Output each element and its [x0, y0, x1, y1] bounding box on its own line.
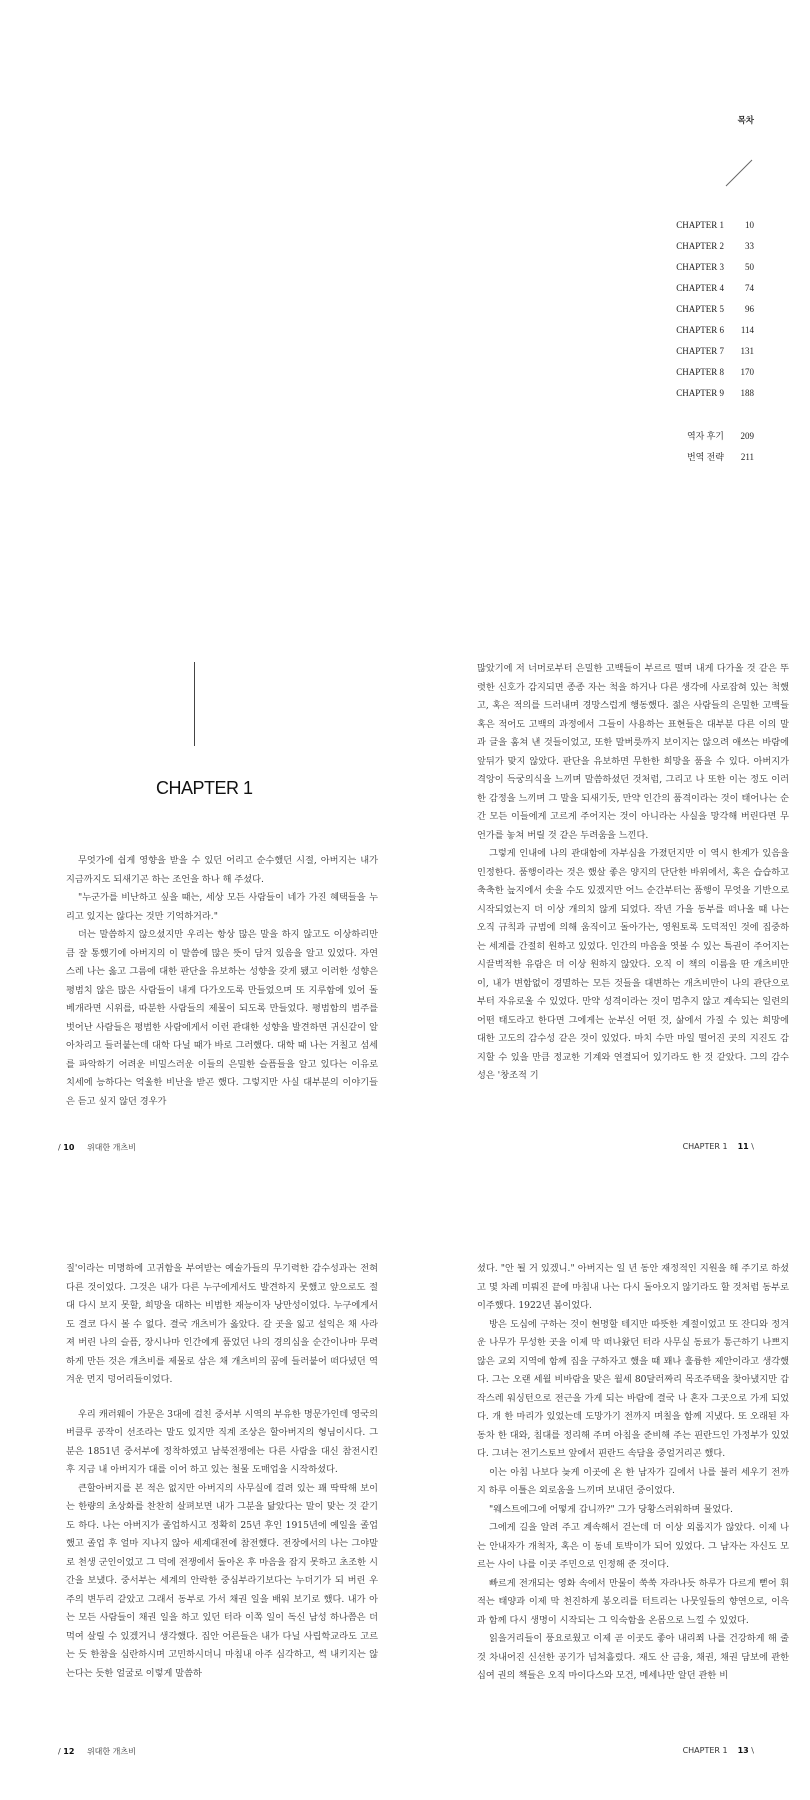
toc-entry-page: 114: [740, 325, 754, 335]
running-head: CHAPTER 1: [682, 1142, 728, 1151]
page-13-body: [477, 1260, 789, 1686]
toc-entry-page: 188: [740, 388, 754, 398]
toc-entry-title: CHAPTER 6: [676, 325, 724, 335]
toc-entry-page: 10: [745, 220, 754, 230]
paragraph: "웨스트에그에 어떻게 갑니까?" 그가 당황스러워하며 물었다.: [489, 1503, 733, 1515]
page-12-body: [66, 1260, 378, 1683]
toc-entry[interactable]: [594, 241, 754, 262]
paragraph: 방은 도심에 구하는 것이 현명할 테지만 따뜻한 계절이었고 또 잔디와 정겨운 나무가 무성한 곳을 이제 막 떠나왔던 터라 사무실 동료가 통근하기 나쁘지 않은 교외 지역에 함께 집을 구하자고 했을 때 꽤나 훌륭한 제안이라고 생각했다. 그는 오랜 세월 비바람을 맞은 월세 80달러짜리 목조주택을 찾아냈지만 갑작스레 워싱턴으로 전근을 가게 되는 바람에 결국 나 혼자 그곳으로 가게 되었다. 개 한 마리가 있었는데 도망가기 전까지 며칠을 함께 지냈다. 또 오래된 자동차 한 대와, 침대를 정리해 주며 아침을 준비해 주는 핀란드인 가정부가 있었다. 그녀는 전기스토브 앞에서 핀란드 속담을 중얼거리곤 했다.: [477, 1318, 789, 1459]
toc-entry-title: CHAPTER 7: [676, 346, 724, 356]
page-11-body: [477, 660, 789, 1086]
page-10-body: [66, 852, 378, 1111]
folio-slash: /: [58, 1143, 64, 1152]
paragraph: 그렇게 인내에 나의 관대함에 자부심을 가졌던지만 이 역시 한계가 있음을 인정한다. 품행이라는 것은 했살 좋은 양지의 단단한 바위에서, 혹은 습습하고 축축한 늪지에서 솟을 수도 있겠지만 어느 순간부터는 품행이 무엇을 기반으로 시작되었는지 더 이상 개의치 않게 되었다. 작년 가을 동부를 떠나올 때 나는 오직 규칙과 규범에 의해 움직이고 돌아가는, 영원토록 도덕적인 것에 집중하는 세계를 간절히 원하고 있었다. 인간의 마음을 엿볼 수 있는 특권이 주어지는 시끌벅적한 유람은 더 이상 원하지 않았다. 오직 이 책의 이름을 딴 개츠비만이, 내가 변함없이 경멸하는 모든 것들을 대변하는 개츠비만이 나의 관단으로부터 자유로울 수 있었다. 만약 성격이라는 것이 멈추지 않고 계속되는 일련의 어떤 태도라고 한다면 그에게는 눈부신 어떤 것, 삶에서 가질 수 있는 희망에 대한 고도의 감수성 같은 것이 있었다. 마치 수만 마일 떨어진 곳의 지진도 감지할 수 있을 만큼 정교한 기계와 연결되어 있기라도 한 것 같았다. 그의 감수성은 '창조적 기: [477, 848, 789, 1081]
toc-entry-title: CHAPTER 3: [676, 262, 724, 272]
chapter-vertical-rule: [194, 662, 195, 746]
toc-entry[interactable]: [594, 325, 754, 346]
folio-slash: \: [748, 1746, 754, 1755]
paragraph: 그에게 길을 알려 주고 계속해서 걷는데 더 이상 외롭지가 않았다. 이제 나는 안내자가 개척자, 혹은 이 동네 토박이가 되어 있었다. 그 남자는 자신도 모르는 사이 나를 이곳 주민으로 인정해 준 것이다.: [477, 1522, 789, 1570]
toc-entry-title: 번역 전략: [686, 452, 724, 462]
paragraph: 빠르게 전개되는 영화 속에서 만물이 쑥쑥 자라나듯 하루가 다르게 뻗어 휘적는 태양과 이제 막 천진하게 봉오리를 터트리는 나뭇잎들의 향연으로, 이윽과 함께 다시 생명이 시작되는 그 익숙함을 온몸으로 느낄 수 있었다.: [477, 1577, 789, 1626]
toc-entry-title: CHAPTER 8: [676, 367, 724, 377]
spread-pages-12-13: [0, 1240, 810, 1800]
paragraph: 무엇가에 쉽게 영향을 받을 수 있던 어리고 순수했던 시절, 아버지는 내가 지금까지도 되새기곤 하는 조언을 하나 해 주셨다.: [66, 855, 378, 885]
toc-entry-title: CHAPTER 5: [676, 304, 724, 314]
page-12-folio: [58, 1746, 136, 1757]
spread-pages-10-11: [0, 640, 810, 1240]
toc-entry-page: 211: [740, 452, 754, 462]
folio-slash: \: [748, 1142, 754, 1151]
toc-entry-title: CHAPTER 9: [676, 388, 724, 398]
running-head: 위대한 개츠비: [86, 1747, 136, 1756]
toc-list: [594, 220, 754, 471]
toc-entry-title: CHAPTER 1: [676, 220, 724, 230]
paragraph: 큰할아버지를 본 적은 없지만 아버지의 사무실에 걸려 있는 꽤 딱딱해 보이는 한량의 초상화를 찬찬히 살펴보면 내가 그분을 닮았다는 말이 맞는 것 같기도 하다. 나는 아버지가 졸업하시고 정확히 25년 후인 1915년에 예일을 졸업했고 졸업 후 얼마 지나지 않아 세계대전에 참전했다. 전장에서의 나는 그야말로 천생 군인이었고 그 덕에 전쟁에서 돌아온 후 마음을 잡지 못하고 초조한 시간을 보냈다. 중서부는 세계의 안락한 중심부라기보다는 누더기가 되 버린 우주의 변두리 같았고 그래서 동부로 가서 채권 일을 배워 보기로 했다. 내가 아는 모든 사람들이 채권 일을 하고 있던 터라 이쪽 일이 독신 남성 하나쯤은 더 먹여 살릴 수 있겠거니 생각했다. 집안 어른들은 내가 다닐 사립학교라도 고르는 듯 한참을 심란하시며 고민하시더니 마침내 아주 심각하고, 썩 내키지는 않는다는 듯한 얼굴로 이렇게 말씀하: [66, 1482, 378, 1679]
page-number: 12: [63, 1747, 75, 1756]
toc-entry[interactable]: [594, 220, 754, 241]
toc-entry-page: 96: [745, 304, 754, 314]
paragraph: 우리 캐러웨이 가문은 3대에 걸친 중서부 시역의 부유한 명문가인데 영국의 버클루 공작이 선조라는 말도 있지만 직계 조상은 할아버지의 형님이시다. 그분은 1851년 중서부에 정착하였고 남북전쟁에는 다른 사람을 대신 참전시킨 후 지금 내 아버지가 대를 이어 하고 있는 철물 도매업을 시작하셨다.: [66, 1408, 378, 1475]
toc-slash-decoration: [724, 158, 754, 188]
toc-entry[interactable]: [594, 367, 754, 388]
page-11-folio: [683, 1142, 754, 1151]
running-head: 위대한 개츠비: [86, 1143, 136, 1152]
paragraph: 많았기에 저 너머로부터 은밀한 고백들이 부르르 떨며 내게 다가올 것 같은 뚜렷한 신호가 감지되면 종종 자는 척을 하거나 다른 생각에 사로잡혀 있는 척했고, 혹은 적의를 드러내며 경망스럽게 행동했다. 젊은 사람들의 은밀한 고백들 혹은 적어도 고백의 과정에서 그들이 사용하는 표현들은 대부분 다른 이의 말과 글을 훔쳐 낸 것들이었고, 또한 말버릇까지 보이지는 않으려 애쓰는 바람에 앞뒤가 맞지 않았다. 판단을 유보하면 무한한 희망을 품을 수 있다. 아버지가 격앙이 득궁의식을 느끼며 말씀하셨던 것처럼, 그리고 나 또한 이는 정도 이러한 감정을 느끼며 그 말을 되새기듯, 만약 인간의 품격이라는 것이 태어나는 순간 모든 이들에게 고르게 주어지는 것이 아니라는 사실을 망각해 버린다면 무언가를 놓쳐 버릴 것 같은 두려움을 느낀다.: [477, 663, 789, 841]
chapter-title: CHAPTER 1: [156, 778, 253, 798]
toc-entry-page: 50: [745, 262, 754, 272]
toc-entry[interactable]: [594, 388, 754, 409]
toc-extra-entry[interactable]: [594, 450, 754, 471]
paragraph: 질'이라는 미명하에 고귀함을 부여받는 예술가들의 무기력한 감수성과는 전혀 다른 것이었다. 그것은 내가 다른 누구에게서도 발견하지 못했고 앞으로도 절대 다시 보지 못할, 희망을 대하는 비범한 재능이자 낭만성이었다. 누구에게서도 결코 다시 볼 수 없다. 결국 개츠비가 옳았다. 갈 곳을 잃고 설익은 채 사라져 버린 나의 슬픔, 장시나마 인간에게 품었던 나의 경의심을 순간이나마 무력하게 만든 것은 개츠비를 제물로 삼은 채 개츠비의 꿈에 들러붙어 떠다녔던 역겨운 먼지 덩어리들이었다.: [66, 1263, 378, 1385]
toc-entry-title: 역자 후기: [686, 431, 724, 441]
page-10-folio: [58, 1142, 136, 1153]
toc-heading: 목차: [737, 116, 754, 126]
toc-entry[interactable]: [594, 304, 754, 325]
page-number: 10: [63, 1143, 75, 1152]
paragraph: 셨다. "안 될 거 있겠니." 아버지는 일 년 동안 재정적인 지원을 해 주기로 하셨고 몇 차례 미뤄진 끝에 마침내 나는 다시 돌아오지 않기라도 할 것처럼 동부로 이주했다. 1922년 봄이었다.: [477, 1263, 789, 1311]
paragraph: 더는 말씀하지 않으셨지만 우리는 항상 많은 말을 하지 않고도 이상하리만큼 잘 통했기에 아버지의 이 말씀에 많은 뜻이 담겨 있음을 알고 있었다. 자연스레 나는 옳고 그름에 대한 판단을 유보하는 성향을 갖게 됐고 이러한 성향은 평범치 않은 많은 사람들이 내게 다가오도록 만들었으며 또 지루함에 있어 돌베개라면 시위를, 따분한 사람들의 제물이 되도록 만들었다. 평범함의 범주를 벗어난 사람들은 평범한 사람에게서 이런 관대한 성향을 발견하면 귀신같이 알아차리고 들러붙는데 대학 다닐 때가 바로 그러했다. 대학 때 나는 거칠고 섬세를 파악하기 어려운 비밀스러운 이들의 은밀한 슬픔들을 알고 있다는 이유로 치세에 능하다는 억울한 비난을 받곤 했다. 그렇지만 사실 대부분의 이야기들은 듣고 싶지 않던 경우가: [66, 929, 378, 1107]
folio-slash: /: [58, 1747, 64, 1756]
toc-page: [0, 0, 810, 560]
running-head: CHAPTER 1: [682, 1746, 728, 1755]
toc-entry-page: 209: [740, 431, 754, 441]
toc-entry-page: 131: [740, 346, 754, 356]
paragraph: 이는 아침 나보다 늦게 이곳에 온 한 남자가 길에서 나를 불러 세우기 전까지 하루 이틀은 외로움을 느끼며 보내던 중이었다.: [477, 1466, 789, 1496]
toc-extra-entry[interactable]: [594, 429, 754, 450]
toc-entry[interactable]: [594, 283, 754, 304]
toc-entry-page: 74: [745, 283, 754, 293]
toc-entry[interactable]: [594, 346, 754, 367]
toc-entry-title: CHAPTER 2: [676, 241, 724, 251]
toc-entry-page: 170: [740, 367, 754, 377]
paragraph: "누군가를 비난하고 싶을 때는, 세상 모든 사람들이 네가 가진 혜택들을 누리고 있지는 않다는 것만 기억하거라.": [66, 892, 378, 922]
toc-entry-title: CHAPTER 4: [676, 283, 724, 293]
page-number: 13: [737, 1746, 749, 1755]
toc-entry-page: 33: [745, 241, 754, 251]
page-number: 11: [737, 1142, 749, 1151]
toc-entry[interactable]: [594, 262, 754, 283]
paragraph: 읽을거리들이 풍요로웠고 이제 곧 이곳도 좋아 내리쬐 나를 건강하게 해 줄 것 차내어진 신선한 공기가 넘쳐흘렀다. 재도 산 금융, 채권, 채권 담보에 관한 십여 권의 책들은 오직 마이다스와 모건, 메세나만 알던 관한 비: [477, 1633, 789, 1681]
page-13-folio: [683, 1746, 754, 1755]
